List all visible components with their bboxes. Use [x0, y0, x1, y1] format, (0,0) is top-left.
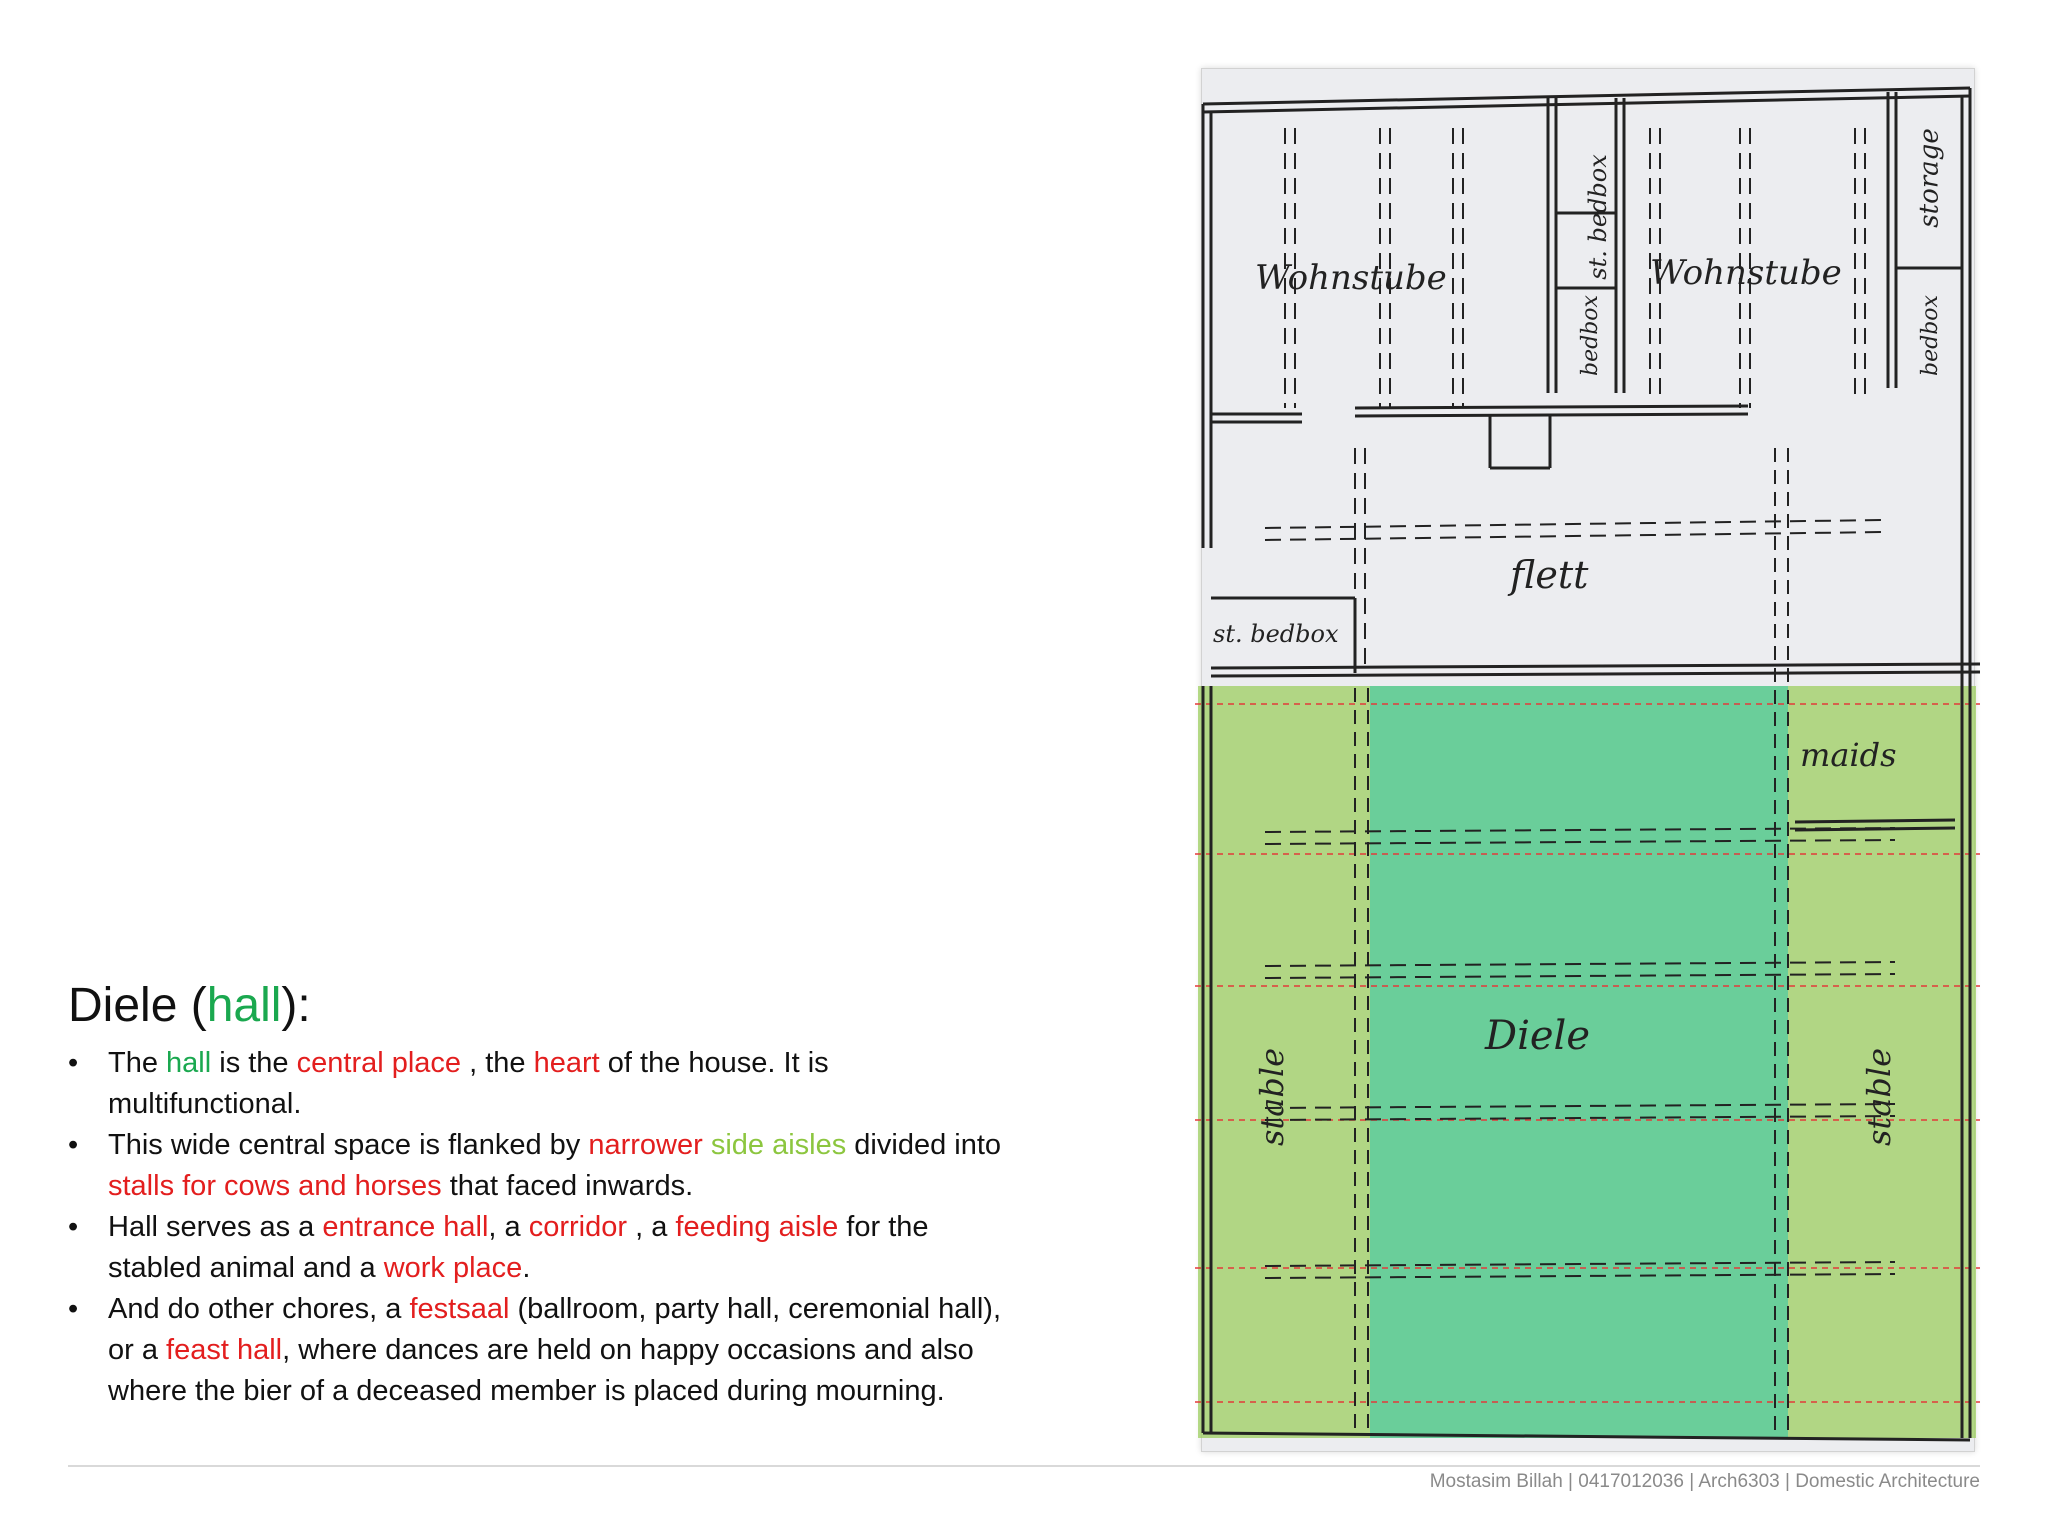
bullet-text: Hall serves as a: [108, 1211, 323, 1243]
bullet-text: , the: [461, 1047, 534, 1079]
highlight-term: hall: [166, 1047, 212, 1079]
bullet-text: , where dances are held on happy occasions and also where the bier of a deceased member is placed during mourning.: [108, 1334, 974, 1407]
label-st-bedbox-bottom: st. bedbox: [1213, 620, 1339, 648]
bullet-item: [68, 1043, 1028, 1125]
highlight-term: narrower: [588, 1129, 703, 1161]
bullet-text: , a: [627, 1211, 676, 1243]
bullet-text: that faced inwards.: [441, 1170, 694, 1202]
bullet-list: [68, 1043, 1028, 1412]
label-wohnstube-left: Wohnstube: [1255, 258, 1447, 298]
label-bedbox-mid: bedbox: [1577, 295, 1603, 376]
bullet-text: [703, 1129, 711, 1161]
bullet-marker: •: [68, 1047, 79, 1079]
highlight-term: central place: [296, 1047, 462, 1079]
highlight-term: feeding aisle: [675, 1211, 839, 1243]
bullet-text: divided into: [846, 1129, 1002, 1161]
label-diele: Diele: [1485, 1013, 1590, 1059]
bullet-item: [68, 1207, 1028, 1289]
highlight-term: stalls for cows and horses: [108, 1170, 442, 1202]
highlight-term: entrance hall: [322, 1211, 489, 1243]
label-wohnstube-right: Wohnstube: [1650, 253, 1842, 293]
label-storage: storage: [1914, 128, 1945, 228]
text-block: [68, 975, 1028, 1412]
title-highlight: hall: [206, 979, 282, 1032]
central-hall-overlay: [1370, 686, 1788, 1438]
label-stable-right: stable: [1860, 1047, 1899, 1147]
label-st-bedbox-top: st. bedbox: [1583, 154, 1612, 280]
bullet-marker: •: [68, 1293, 79, 1325]
bullet-text: And do other chores, a: [108, 1293, 410, 1325]
bullet-text: .: [522, 1252, 531, 1284]
floor-plan: [1195, 68, 1980, 1450]
label-stable-left: stable: [1253, 1047, 1292, 1147]
bullet-marker: •: [68, 1211, 79, 1243]
highlight-term: work place: [383, 1252, 523, 1284]
title-suffix: ):: [281, 979, 311, 1032]
bullet-item: [68, 1289, 1028, 1412]
bullet-text: The: [108, 1047, 167, 1079]
highlight-term: festsaal: [409, 1293, 510, 1325]
highlight-term: corridor: [528, 1211, 628, 1243]
label-bedbox-right: bedbox: [1917, 295, 1943, 376]
highlight-term: feast hall: [166, 1334, 283, 1366]
bullet-text: is the: [211, 1047, 297, 1079]
bullet-item: [68, 1125, 1028, 1207]
title-prefix: Diele (: [68, 979, 207, 1032]
footer-credit: Mostasim Billah | 0417012036 | Arch6303 | Domestic Architecture: [1429, 1471, 1980, 1492]
label-maids: maids: [1800, 736, 1897, 774]
bullet-text: of the house. It is multifunctional.: [108, 1047, 829, 1120]
bullet-marker: •: [68, 1129, 79, 1161]
bullet-text: , a: [488, 1211, 529, 1243]
slide-title: [68, 975, 1028, 1037]
highlight-term: heart: [533, 1047, 600, 1079]
bullet-text: for the stabled animal and a: [108, 1211, 929, 1284]
bullet-text: This wide central space is flanked by: [108, 1129, 589, 1161]
label-flett: flett: [1510, 553, 1589, 597]
bullet-text: (ballroom, party hall, ceremonial hall), or a: [108, 1293, 1002, 1366]
highlight-term: side aisles: [710, 1129, 847, 1161]
footer-divider: [68, 1465, 1980, 1467]
